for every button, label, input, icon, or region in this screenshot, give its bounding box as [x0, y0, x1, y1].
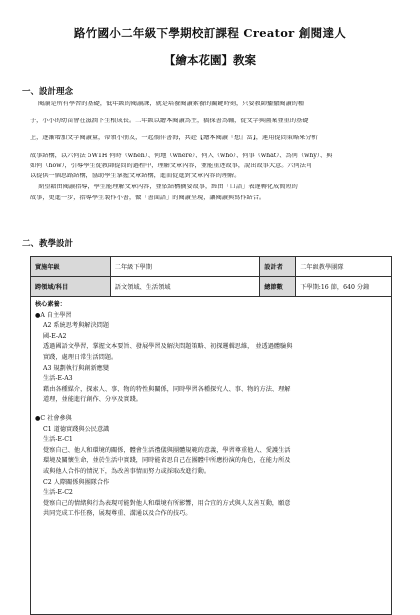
list-item: 生活-E-C2	[43, 489, 73, 497]
list-item: 藉由各種媒介，探索人、事、物的特性與關係，同時學習各種探究人、事、物的方法、理解	[43, 385, 291, 393]
paragraph-line: 如何（how），引導學生從教師提問的過程中，理解文章內容，並能重述故事，說出故事大意。六何法可	[30, 163, 313, 169]
list-item: ●C 社會參與	[35, 414, 72, 422]
list-item: 實踐，處理日常生活問題。	[43, 353, 118, 361]
paragraph-line: 故事，更進一步，指導學生製作小書，做「書面語」的閱讀呈現，讓閱讀與寫作結合。	[30, 195, 266, 201]
list-item: 生活-E-A3	[43, 375, 73, 383]
table-row	[31, 277, 392, 297]
core-competencies-cell	[31, 297, 392, 615]
list-item: 覺察自己、他人和環境的關係，體會生活禮儀與團體規範的意義，學習尊重他人、愛護生活	[43, 446, 291, 454]
list-item: 道理，並能進行創作、分享及實踐。	[43, 396, 142, 404]
total-periods-value: 下學期:16 節，640 分鐘	[296, 277, 392, 297]
list-item: 或與他人合作的情況下，為改善事情而努力或採取改進行動。	[43, 467, 211, 475]
designer-value: 二年級教學團隊	[296, 257, 392, 277]
section-heading-design-concept: 一、設計理念	[22, 87, 74, 97]
paragraph-line: 故事結構，以六何法 5W1H 何時（when）、何地（where）、何人（who）、何事（what）、為何（why）、與	[30, 153, 333, 159]
total-periods-label: 總節數	[260, 277, 296, 297]
list-item: 覺察自己的情緒與行為表現可能對他人和環境有所影響，用合宜的方式與人友善互動，願意	[43, 499, 291, 507]
paragraph-line: 期望藉由閱讀指導，學生能理解文章內容，並依結構摘要故事，經由「口語」表達轉化成簡短的	[38, 184, 298, 190]
list-item: ●A 自主學習	[35, 311, 72, 319]
spacer	[35, 406, 387, 414]
list-item: 共同完成工作任務，展現尊重、溝通以及合作的技巧。	[43, 510, 192, 518]
section-heading-teaching-design: 二、教學設計	[22, 239, 74, 249]
paragraph-line: 子，小小的幼苗會在滋潤下生根成長。二年級以繪本閱讀為主，搞探書為輔，從文字與圖案並重的基礎	[30, 118, 309, 124]
designer-label: 設計者	[260, 257, 296, 277]
list-item: 國-E-A2	[43, 332, 67, 340]
document-subtitle: 【繪本花園】教案	[164, 53, 256, 67]
list-item: C2 人際關係與團隊合作	[43, 478, 110, 486]
table-row	[31, 297, 392, 615]
list-item: 環境及關懷生命，並於生活中實踐，同時能省思自己在團體中所應扮演的角色，在能力所及	[43, 457, 291, 465]
grade-value: 二年級下學期	[110, 257, 260, 277]
grade-label: 實施年級	[31, 257, 111, 277]
core-competencies-heading: 核心素養：	[35, 301, 66, 308]
list-item: 透過國語文學習，掌握文本要旨、發展學習及解決問題策略、初探邏輯思維， 並透過體驗與	[43, 343, 293, 351]
paragraph-line: 上，逐漸增加文字閱讀量，帶領小朋友，一起徜徉書海，共赴【繪本閱讀『想』當】，運用提問策略來分析	[30, 135, 318, 141]
table-row	[31, 257, 392, 277]
paragraph-line: 以提供一個思路結構，協助學生掌握文章結構，進而促進對文章內容的理解。	[30, 173, 241, 179]
lesson-info-table	[30, 256, 392, 615]
list-item: A3 規劃執行與創新應變	[43, 364, 110, 372]
document-title: 路竹國小二年級下學期校訂課程 Creator 創閱達人	[73, 26, 347, 40]
list-item: C1 道德實踐與公民意識	[43, 425, 110, 433]
list-item: A2 系統思考與解決問題	[43, 322, 110, 330]
paragraph-line: 閱讀是所有學習的基礎，低年級的閱讀課，就是培養閱讀素養的關鍵時刻，只要教師播撒閱讀的種	[38, 101, 305, 107]
list-item: 生活-E-C1	[43, 436, 73, 444]
subject-value: 語文領域、生活領域	[110, 277, 260, 297]
subject-label: 跨領域/科目	[31, 277, 111, 297]
